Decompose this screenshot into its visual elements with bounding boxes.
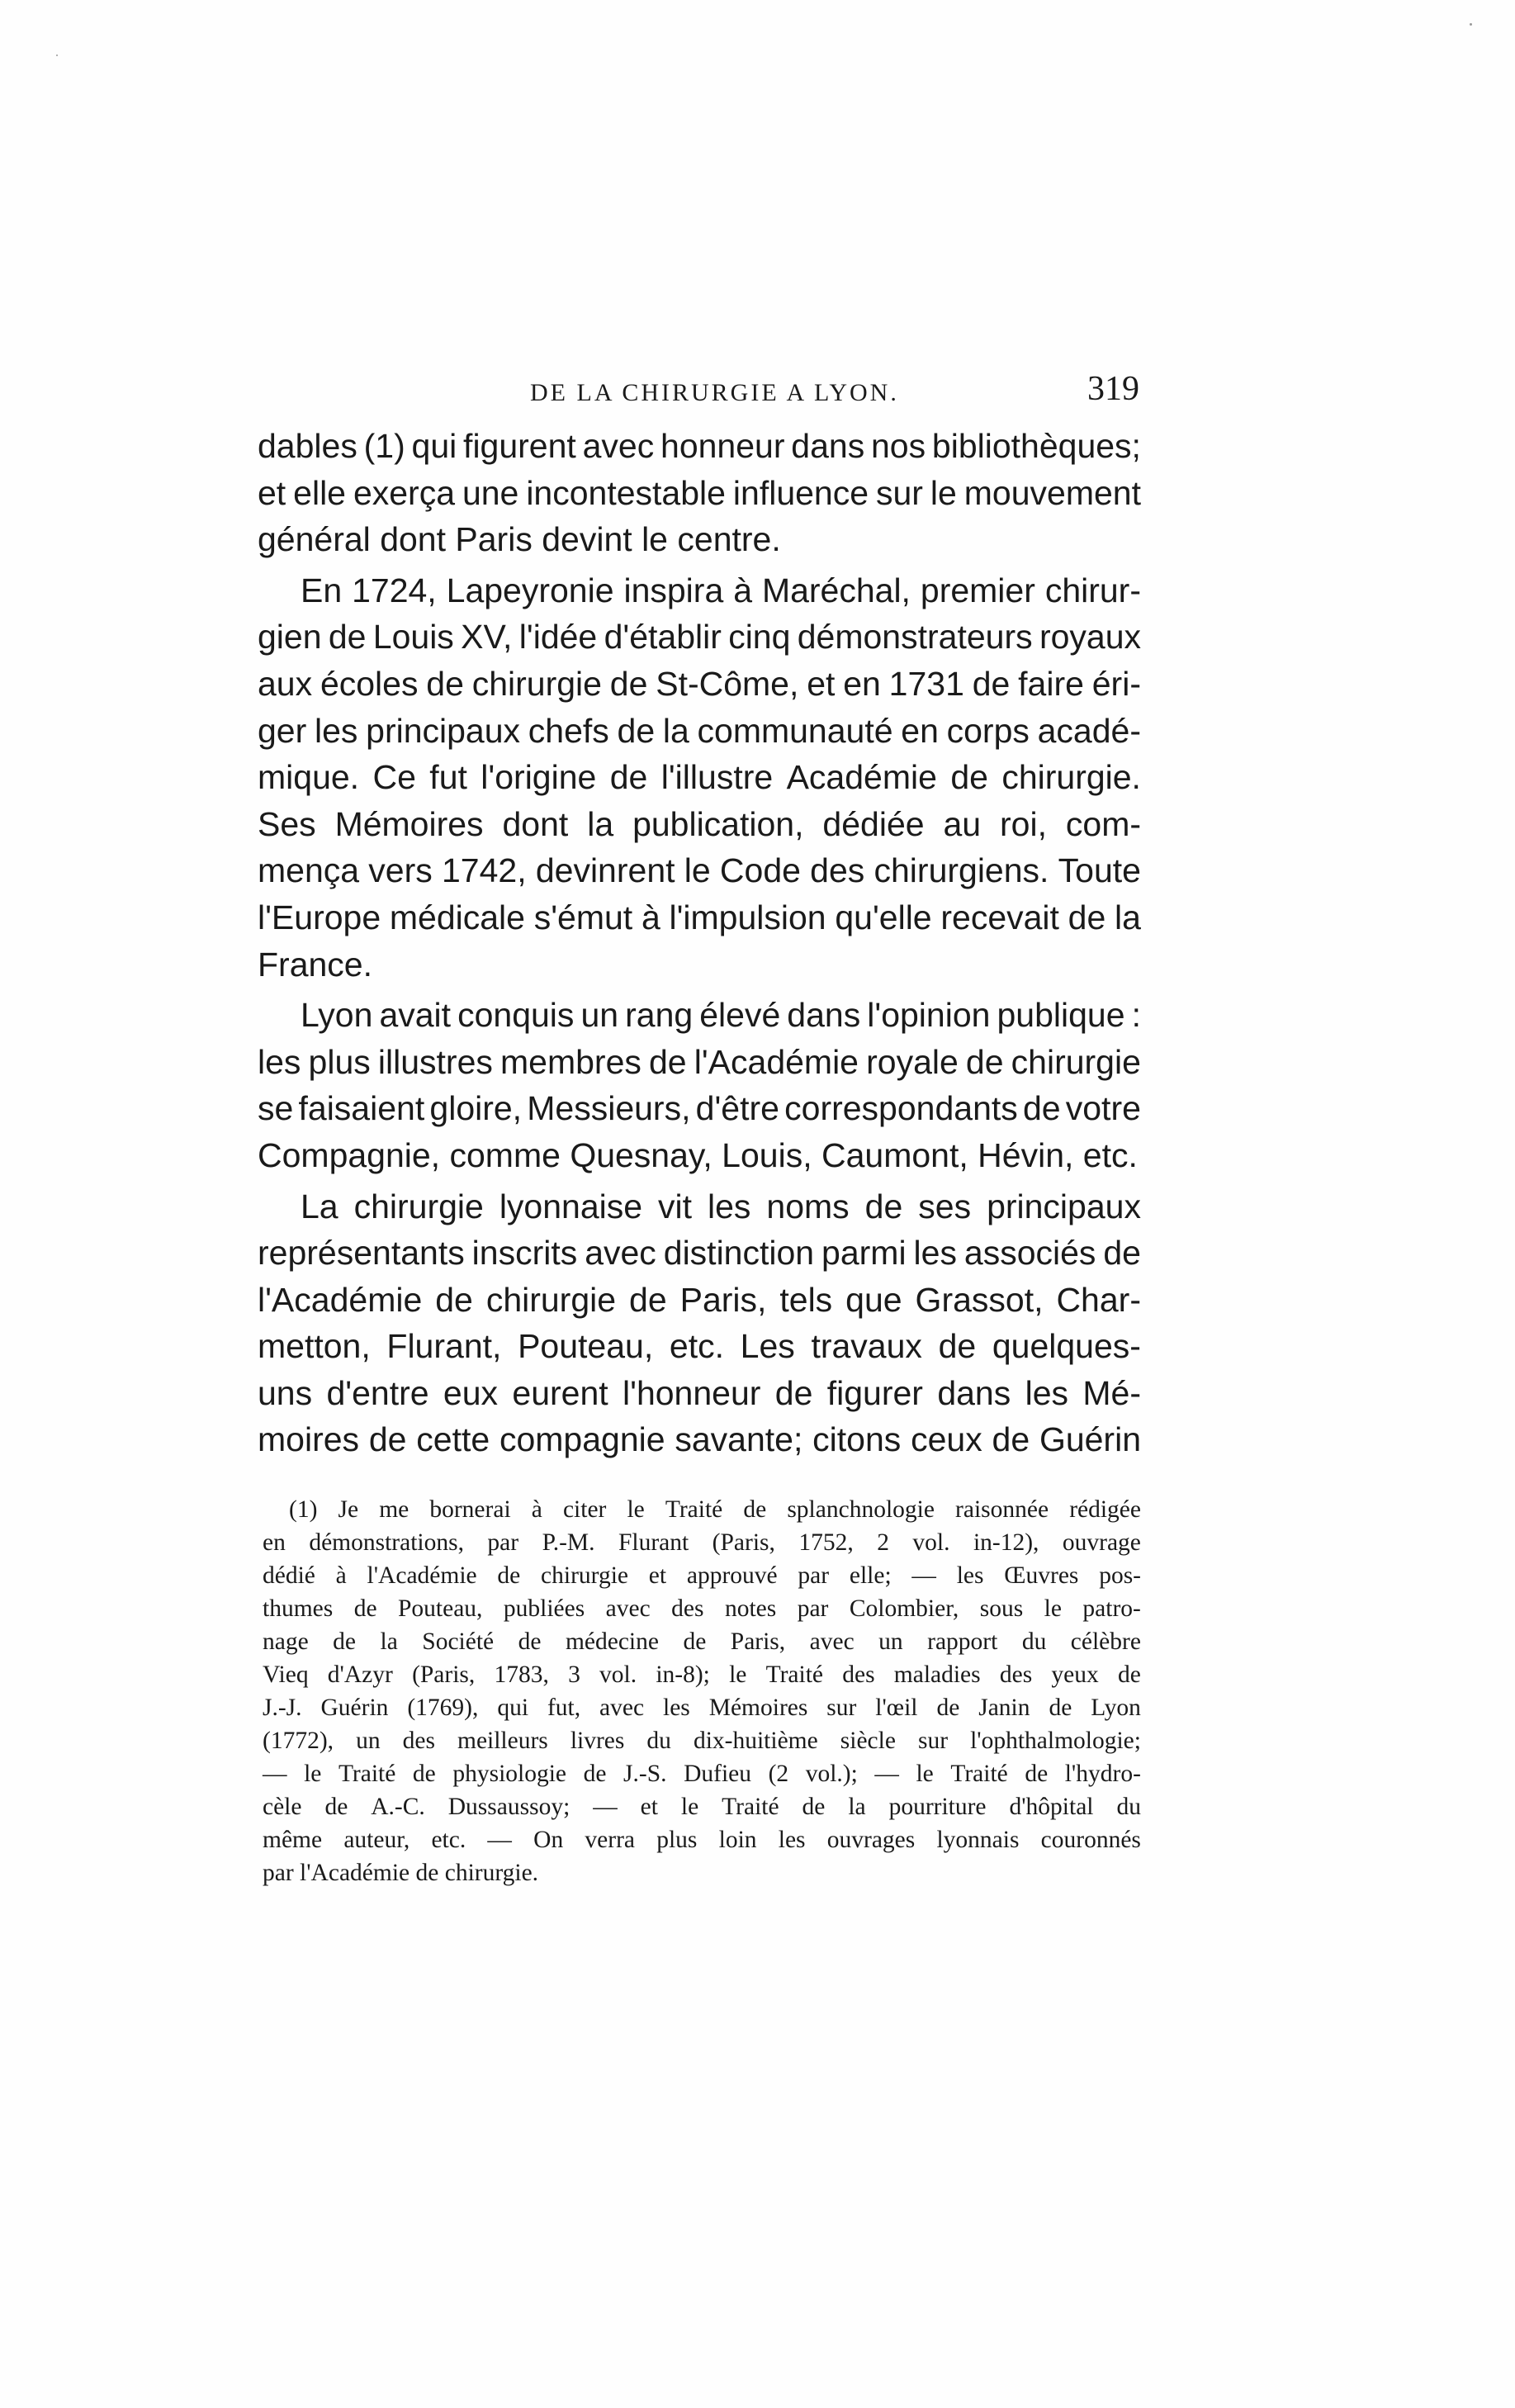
body-text-line: représentants inscrits avec distinction parmi les associés de [258, 1234, 1141, 1273]
footnote-line: en démonstrations, par P.-M. Flurant (Paris, 1752, 2 vol. in-12), ouvrage [263, 1529, 1141, 1556]
body-text-line: et elle exerça une incontestable influence sur le mouvement [258, 473, 1141, 512]
footnote-line: même auteur, etc. — On verra plus loin les ouvrages lyonnais couronnés [263, 1827, 1141, 1853]
body-text-line: En 1724, Lapeyronie inspira à Maréchal, premier chirur- [301, 571, 1141, 609]
footnote-line: Vieq d'Azyr (Paris, 1783, 3 vol. in-8); le Traité des maladies des yeux de [263, 1661, 1141, 1688]
footnote-line: — le Traité de physiologie de J.-S. Dufieu (2 vol.); — le Traité de l'hydro- [263, 1761, 1141, 1787]
footnote-block [263, 1493, 1141, 1889]
body-text-line: Lyon avait conquis un rang élevé dans l'opinion publique : [301, 996, 1141, 1035]
body-text-line: ger les principaux chefs de la communauté en corps acadé- [258, 711, 1141, 750]
body-text-line: les plus illustres membres de l'Académie royale de chirurgie [258, 1042, 1141, 1081]
body-text-line: moires de cette compagnie savante; citons ceux de Guérin [258, 1420, 1141, 1459]
body-text-line: l'Académie de chirurgie de Paris, tels que Grassot, Char- [258, 1280, 1141, 1319]
body-text-line: La chirurgie lyonnaise vit les noms de ses principaux [301, 1187, 1141, 1225]
running-title: DE LA CHIRURGIE A LYON. [530, 379, 899, 406]
body-text-line: l'Europe médicale s'émut à l'impulsion qu'elle recevait de la [258, 898, 1141, 936]
footnote-line: par l'Académie de chirurgie. [263, 1860, 539, 1886]
footnote-line: dédié à l'Académie de chirurgie et approuvé par elle; — les Œuvres pos- [263, 1562, 1141, 1589]
footnote-line: cèle de A.-C. Dussaussoy; — et le Traité de la pourriture d'hôpital du [263, 1794, 1141, 1820]
body-text-line: mique. Ce fut l'origine de l'illustre Académie de chirurgie. [258, 758, 1141, 797]
body-text-line: aux écoles de chirurgie de St-Côme, et en 1731 de faire éri- [258, 664, 1141, 703]
footnote-line: nage de la Société de médecine de Paris, avec un rapport du célèbre [263, 1628, 1141, 1655]
body-text [258, 423, 1141, 1463]
footnote-line: (1772), un des meilleurs livres du dix-huitième siècle sur l'ophthalmologie; [263, 1728, 1141, 1754]
body-text-line: dables (1) qui figurent avec honneur dans nos bibliothèques; [258, 427, 1141, 465]
body-text-line: Ses Mémoires dont la publication, dédiée au roi, com- [258, 804, 1141, 843]
body-text-line: Compagnie, comme Quesnay, Louis, Caumont, Hévin, etc. [258, 1135, 1138, 1174]
footnote-line: thumes de Pouteau, publiées avec des notes par Colombier, sous le patro- [263, 1595, 1141, 1622]
running-header [256, 370, 1139, 417]
footnote-line: J.-J. Guérin (1769), qui fut, avec les Mémoires sur l'œil de Janin de Lyon [263, 1695, 1141, 1721]
body-text-line: mença vers 1742, devinrent le Code des chirurgiens. Toute [258, 851, 1141, 890]
body-text-line: gien de Louis XV, l'idée d'établir cinq démonstrateurs royaux [258, 618, 1141, 657]
page-number: 319 [1087, 370, 1139, 408]
body-text-line: général dont Paris devint le centre. [258, 520, 781, 559]
body-text-line: se faisaient gloire, Messieurs, d'être correspondants de votre [258, 1089, 1141, 1128]
footnote-line: (1) Je me bornerai à citer le Traité de splanchnologie raisonnée rédigée [289, 1496, 1141, 1523]
body-text-line: metton, Flurant, Pouteau, etc. Les travaux de quelques- [258, 1327, 1141, 1366]
body-text-line: France. [258, 945, 372, 984]
body-text-line: uns d'entre eux eurent l'honneur de figurer dans les Mé- [258, 1373, 1141, 1412]
